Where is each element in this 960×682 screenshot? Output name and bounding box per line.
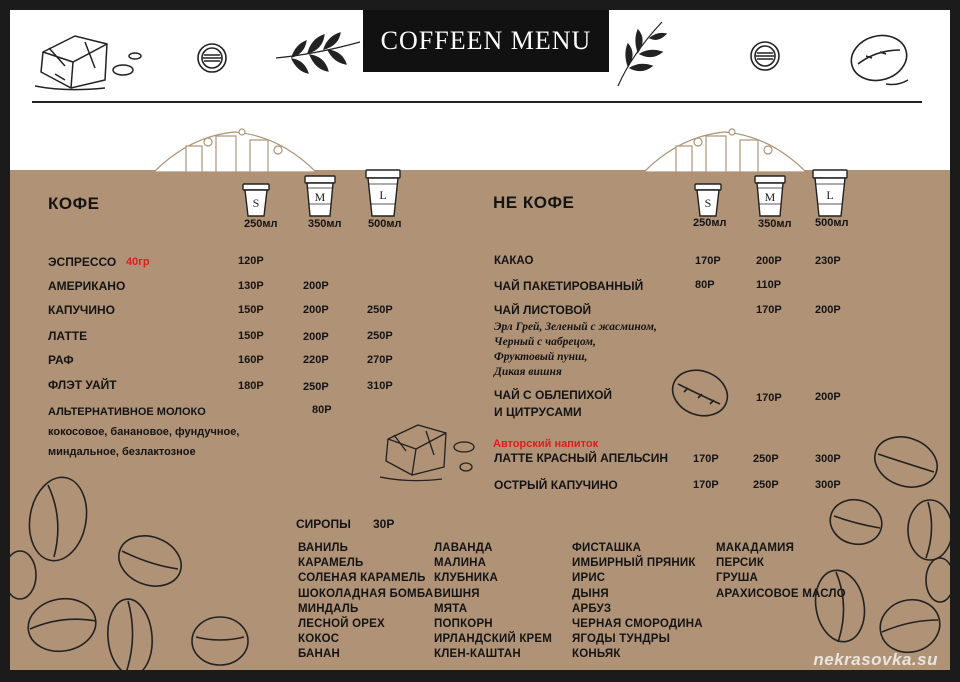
price: 110Р — [756, 279, 782, 291]
syrup-item: КЛЕН-КАШТАН — [434, 648, 521, 661]
price: 150Р — [238, 330, 264, 342]
price: 200Р — [303, 280, 329, 292]
syrup-item: ЧЕРНАЯ СМОРОДИНА — [572, 618, 703, 631]
price: 250Р — [753, 453, 779, 465]
syrups-heading: СИРОПЫ — [296, 517, 351, 531]
price: 270Р — [367, 354, 393, 366]
item-tea-bag: ЧАЙ ПАКЕТИРОВАННЫЙ — [494, 279, 644, 293]
ice-cube-icon — [378, 415, 490, 485]
syrup-item: МАКАДАМИЯ — [716, 542, 795, 554]
price: 250Р — [753, 479, 779, 491]
price: 200Р — [303, 331, 329, 343]
syrup-item: ВАНИЛЬ — [298, 542, 349, 554]
price: 170Р — [693, 453, 719, 465]
syrup-item: ПОПКОРН — [434, 618, 493, 631]
size-m-volume: 350мл — [308, 218, 342, 230]
leaf-tea-variants: Дикая вишня — [494, 366, 562, 378]
wheat-branch-icon — [612, 18, 672, 88]
svg-text:L: L — [826, 188, 834, 202]
price: 200Р — [815, 391, 841, 403]
coffee-cup-icon — [753, 174, 787, 218]
price: 170Р — [693, 479, 719, 491]
leaf-tea-variants: Фруктовый пунш, — [494, 351, 588, 363]
size-s-volume: 250мл — [244, 218, 278, 230]
item-cocoa: КАКАО — [494, 255, 534, 267]
coffee-cup-icon — [364, 168, 402, 218]
price: 180Р — [238, 380, 264, 392]
item-sea-buckthorn-tea: ЧАЙ С ОБЛЕПИХОЙ — [494, 388, 613, 402]
coffee-cup-icon — [241, 182, 271, 218]
price: 200Р — [756, 255, 782, 267]
price: 220Р — [303, 354, 329, 366]
header-divider — [32, 101, 922, 103]
item-americano: АМЕРИКАНО — [48, 279, 126, 293]
syrup-item: ИРЛАНДСКИЙ КРЕМ — [434, 633, 553, 646]
price: 300Р — [815, 479, 841, 491]
price: 160Р — [238, 354, 264, 366]
leaf-tea-variants: Черный с чабрецом, — [494, 336, 596, 348]
syrup-item: МЯТА — [434, 602, 468, 615]
syrups-price: 30Р — [373, 517, 395, 531]
price: 250Р — [367, 330, 393, 342]
svg-text:M: M — [764, 190, 776, 204]
item-flat-white: ФЛЭТ УАЙТ — [48, 378, 117, 392]
coffee-cups-sketch — [150, 126, 320, 172]
coffee-heading: КОФЕ — [48, 194, 100, 213]
syrup-item: ЛЕСНОЙ ОРЕХ — [298, 618, 385, 631]
syrup-item: ЯГОДЫ ТУНДРЫ — [572, 633, 671, 646]
price: 130Р — [238, 280, 264, 292]
coffee-cup-icon — [303, 174, 337, 218]
size-l-volume: 500мл — [815, 217, 849, 229]
item-raf: РАФ — [48, 353, 74, 367]
item-cappuccino: КАПУЧИНО — [48, 303, 115, 317]
syrup-item: ЛАВАНДА — [434, 542, 493, 554]
price: 120Р — [238, 255, 264, 267]
item-sea-buckthorn-tea: И ЦИТРУСАМИ — [494, 405, 582, 419]
syrup-item: КЛУБНИКА — [434, 572, 499, 585]
coffee-beans-illustration — [10, 465, 250, 670]
item-red-orange-latte: ЛАТТЕ КРАСНЫЙ АПЕЛЬСИН — [494, 451, 669, 465]
syrup-item: ШОКОЛАДНАЯ БОМБА — [298, 587, 434, 600]
price: 300Р — [815, 453, 841, 465]
syrup-item: ПЕРСИК — [716, 557, 765, 570]
syrup-item: ВИШНЯ — [434, 587, 480, 600]
syrup-item: БАНАН — [298, 648, 341, 661]
price: 80Р — [695, 279, 715, 291]
alt-milk-options: миндальное, безлактозное — [48, 446, 196, 458]
syrup-item: АРАХИСОВОЕ МАСЛО — [716, 587, 846, 600]
coffee-cup-icon — [811, 168, 849, 218]
watermark: nekrasovka.su — [813, 650, 938, 669]
size-s-volume: 250мл — [693, 217, 727, 229]
item-espresso: ЭСПРЕССО — [48, 255, 117, 269]
item-latte: ЛАТТЕ — [48, 329, 88, 343]
price: 80Р — [312, 404, 332, 416]
syrup-item: КОКОС — [298, 633, 340, 646]
svg-text:M: M — [314, 190, 326, 204]
price: 250Р — [367, 304, 393, 316]
coffee-beans-illustration — [800, 430, 950, 670]
syrup-list — [434, 541, 552, 663]
alt-milk-options: кокосовое, банановое, фундучное, — [48, 426, 240, 438]
coffee-cup-icon — [693, 182, 723, 218]
espresso-weight: 40гр — [126, 256, 150, 268]
price: 230Р — [815, 255, 841, 267]
wheat-branch-icon — [272, 28, 362, 86]
item-leaf-tea: ЧАЙ ЛИСТОВОЙ — [494, 303, 592, 317]
size-l-volume: 500мл — [368, 218, 402, 230]
menu-sheet — [10, 10, 950, 670]
non-coffee-heading: НЕ КОФЕ — [493, 193, 575, 212]
coffee-bean-icon — [846, 30, 912, 90]
svg-text:L: L — [379, 188, 387, 202]
syrup-item: КАРАМЕЛЬ — [298, 557, 364, 570]
price: 200Р — [815, 304, 841, 316]
coffee-bean-icon — [668, 364, 732, 422]
item-spicy-cappuccino: ОСТРЫЙ КАПУЧИНО — [494, 478, 618, 492]
syrup-item: МАЛИНА — [434, 557, 487, 570]
menu-title: COFFEEN MENU — [363, 10, 609, 72]
price: 170Р — [756, 304, 782, 316]
syrup-item: СОЛЕНАЯ КАРАМЕЛЬ — [298, 572, 426, 585]
price: 200Р — [303, 304, 329, 316]
item-alt-milk: АЛЬТЕРНАТИВНОЕ МОЛОКО — [48, 406, 206, 418]
logo-emblem-icon — [196, 42, 228, 74]
price: 170Р — [695, 255, 721, 267]
logo-emblem-icon — [749, 40, 781, 72]
syrup-item: МИНДАЛЬ — [298, 602, 359, 615]
syrup-list — [298, 541, 433, 663]
leaf-tea-variants: Эрл Грей, Зеленый с жасмином, — [494, 321, 657, 333]
syrup-list — [572, 541, 703, 663]
size-m-volume: 350мл — [758, 218, 792, 230]
coffee-cups-sketch — [640, 126, 810, 172]
syrup-item: ИМБИРНЫЙ ПРЯНИК — [572, 557, 696, 570]
syrup-item: ФИСТАШКА — [572, 542, 642, 554]
syrup-item: ГРУША — [716, 572, 759, 585]
ice-cube-icon — [35, 22, 145, 92]
price: 150Р — [238, 304, 264, 316]
syrup-item: ИРИС — [572, 572, 606, 585]
syrup-item: АРБУЗ — [572, 602, 612, 615]
svg-text:S: S — [252, 196, 260, 210]
syrup-item: КОНЬЯК — [572, 648, 621, 661]
syrup-item: ДЫНЯ — [572, 587, 609, 600]
svg-text:S: S — [704, 196, 712, 210]
price: 170Р — [756, 392, 782, 404]
author-drink-label: Авторский напиток — [493, 438, 599, 450]
price: 310Р — [367, 380, 393, 392]
price: 250Р — [303, 381, 329, 393]
